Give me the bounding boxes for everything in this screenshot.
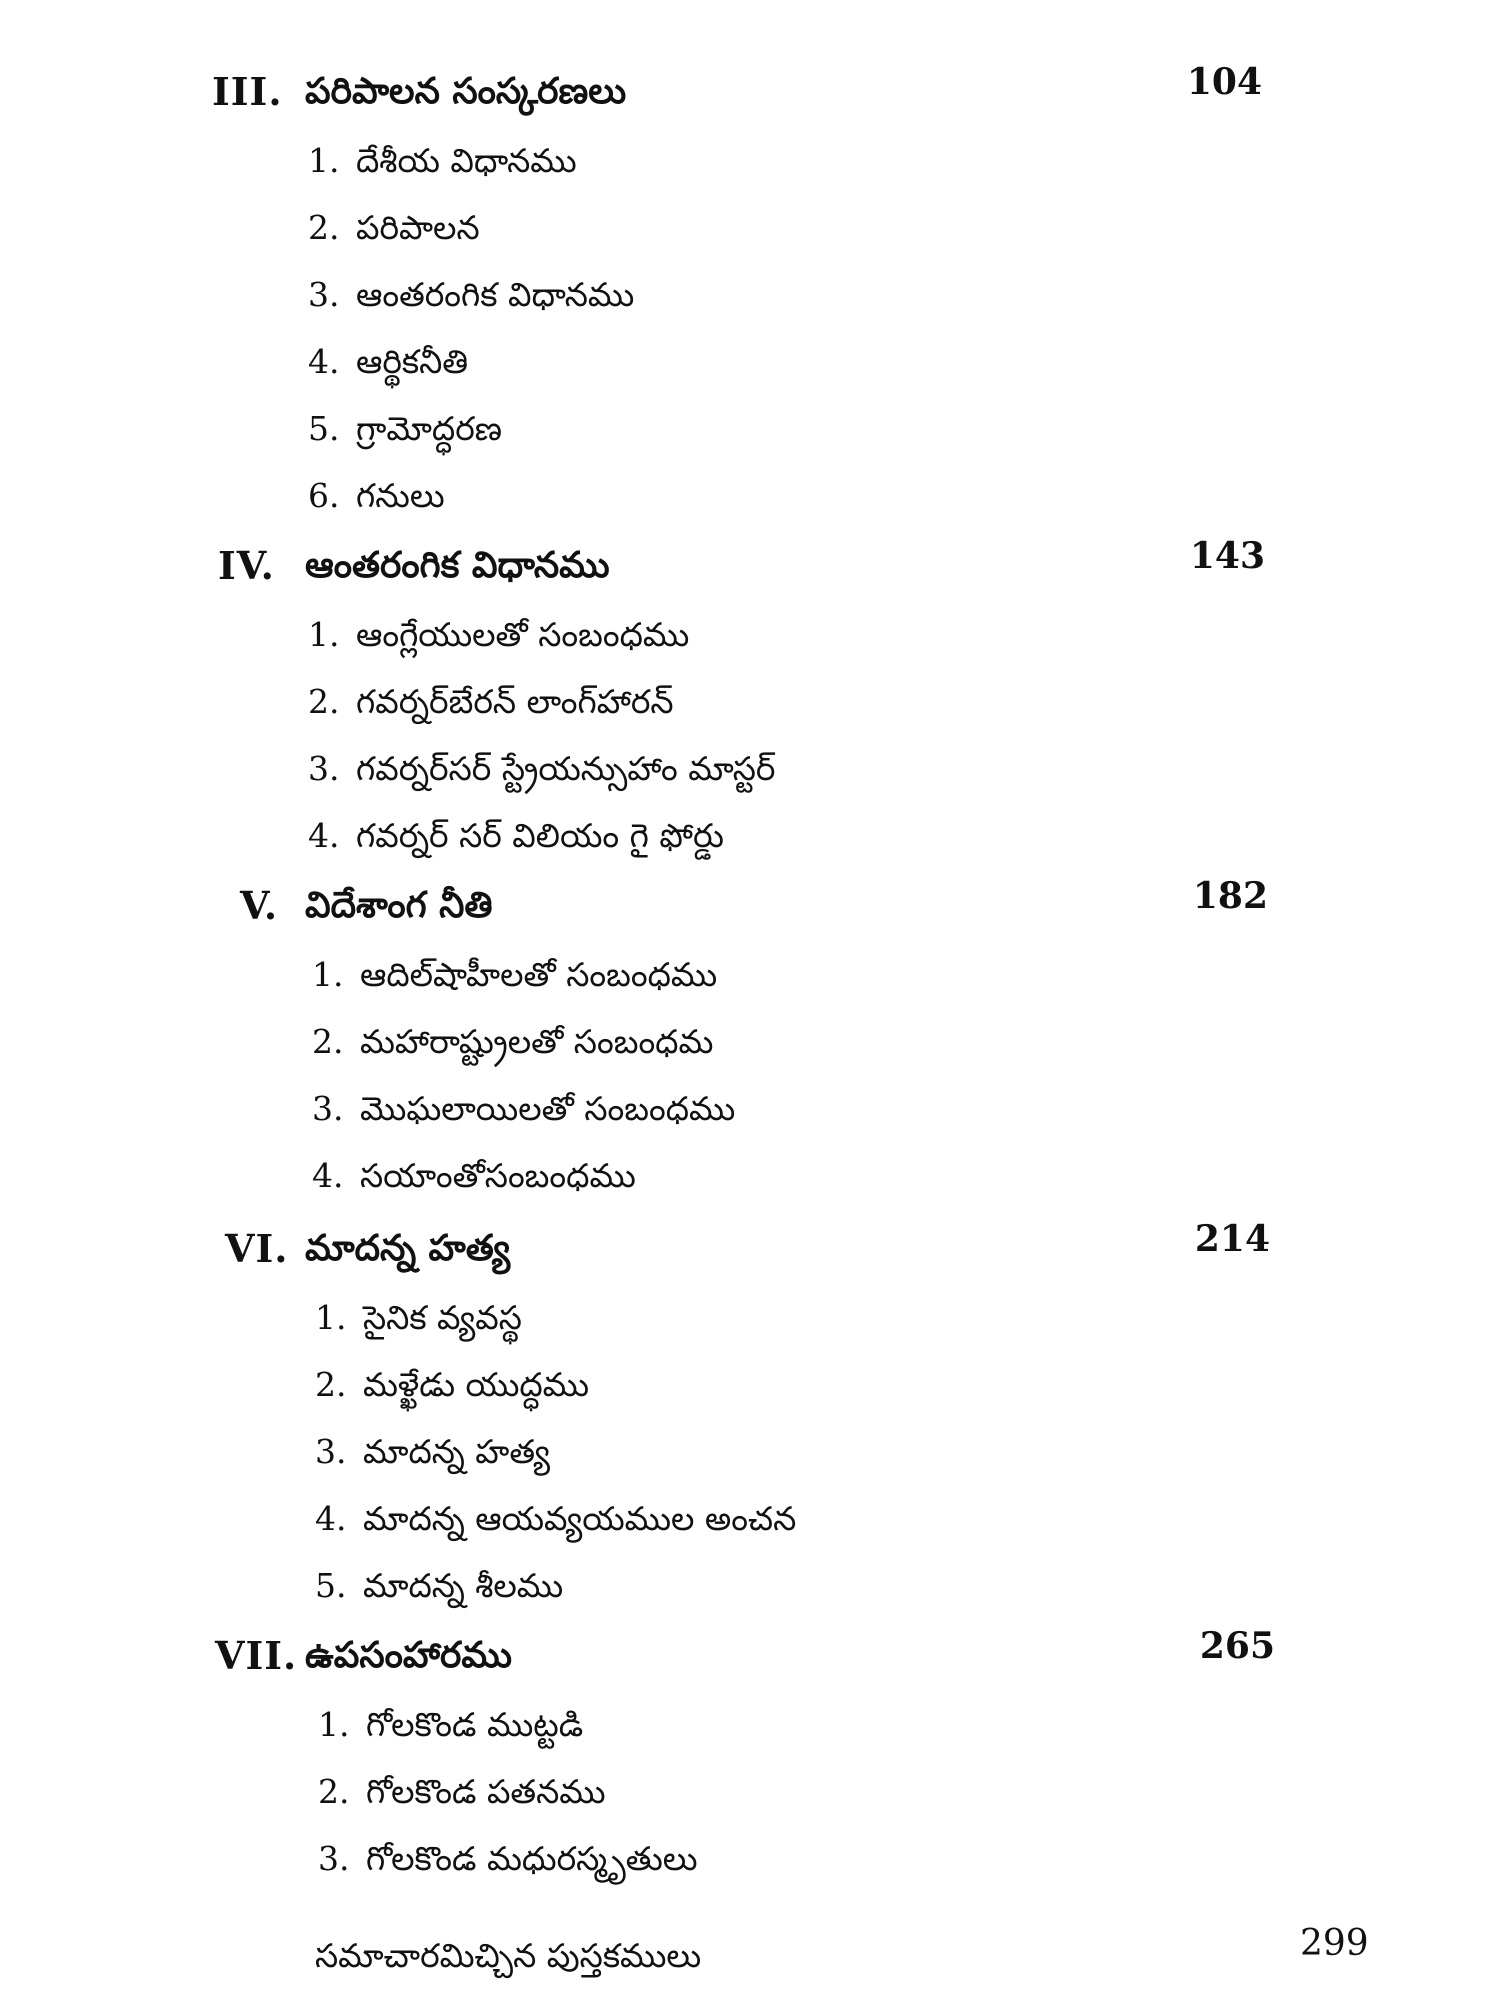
toc-item-label: దేశీయ విధానము [356,141,577,180]
chapter-title: పరిపాలన సంస్కరణలు [305,71,627,112]
chapter-heading [0,536,1500,596]
toc-item [312,1012,713,1072]
toc-item [318,1762,606,1822]
toc-item-number: 4. [308,816,340,855]
toc-item-number: 1. [315,1298,347,1337]
toc-item-label: ఆంగ్లేయులతో సంబంధము [356,615,690,654]
toc-item-label: గవర్నర్ సర్ విలియం గై ఫోర్డు [356,816,724,855]
chapter-numeral: V. [240,883,279,928]
toc-item [308,605,689,665]
toc-item-number: 2. [312,1022,344,1061]
toc-item-number: 4. [312,1156,344,1195]
toc-item-number: 1. [308,615,340,654]
toc-item-number: 3. [308,275,340,314]
toc-item [308,131,577,191]
toc-item-number: 2. [318,1772,350,1811]
chapter-page-number: 104 [1186,61,1262,103]
chapter-page-number: 143 [1189,535,1265,577]
toc-item-number: 3. [315,1432,347,1471]
toc-item [308,332,468,392]
toc-item [312,1079,735,1139]
toc-item-number: 3. [308,749,340,788]
chapter-title: ఉపసంహారము [305,1635,512,1676]
chapter-page-number: 265 [1199,1625,1275,1667]
bibliography-label: సమాచారమిచ్చిన పుస్తకములు [315,1936,702,1975]
toc-item [315,1556,563,1616]
toc-item-label: ఆంతరంగిక విధానము [356,275,635,314]
toc-item [312,1146,636,1206]
toc-item-number: 6. [308,476,340,515]
toc-item [308,265,634,325]
toc-item-label: ఆదిల్‌షాహీలతో సంబంధము [360,955,718,994]
toc-item-label: గోలకొండ మధురస్మృతులు [366,1839,698,1878]
toc-item-number: 4. [315,1499,347,1538]
toc-item-number: 5. [308,409,340,448]
toc-item [318,1695,583,1755]
bibliography-page-number: 299 [1300,1923,1369,1964]
toc-item [318,1829,698,1889]
chapter-title: ఆంతరంగిక విధానము [305,545,610,586]
chapter-heading [0,1219,1500,1279]
toc-item-label: గోలకొండ ముట్టడి [366,1705,584,1744]
toc-item-label: గవర్నర్‌బేరన్ లాంగ్‌హారన్ [356,682,674,721]
toc-item-label: సయాంతోసంబంధము [360,1156,636,1195]
chapter-heading [0,876,1500,936]
toc-item-number: 3. [318,1839,350,1878]
toc-item-label: మహారాష్ట్రులతో సంబంధమ [360,1022,714,1061]
chapter-title: మాదన్న హత్య [305,1228,511,1269]
toc-item [312,945,717,1005]
toc-item-number: 2. [308,208,340,247]
chapter-page-number: 182 [1192,875,1268,917]
toc-item [308,399,502,459]
toc-item [315,1355,589,1415]
toc-item [308,806,724,866]
toc-item [315,1422,550,1482]
toc-item-label: మాదన్న ఆయవ్యయముల అంచన [363,1499,797,1538]
toc-item-label: పరిపాలన [356,208,480,247]
toc-item [315,1288,522,1348]
toc-item [308,198,480,258]
toc-item-label: గోలకొండ పతనము [366,1772,606,1811]
chapter-heading [0,62,1500,122]
chapter-title: విదేశాంగ నీతి [305,885,493,926]
toc-item-number: 2. [315,1365,347,1404]
chapter-numeral: VI. [225,1226,289,1271]
toc-item-number: 2. [308,682,340,721]
toc-item-label: గవర్నర్‌సర్ స్ట్రేయన్సుహాం మాస్టర్ [356,749,776,788]
toc-item-label: సైనిక వ్యవస్థ [363,1298,522,1337]
chapter-heading [0,1626,1500,1686]
toc-item-label: ఆర్థికనీతి [356,342,469,381]
toc-item-label: మళ్ఖేడు యుద్ధము [363,1365,590,1404]
toc-item-number: 3. [312,1089,344,1128]
toc-item-label: గనులు [356,476,445,515]
toc-item-number: 1. [308,141,340,180]
chapter-page-number: 214 [1194,1218,1270,1260]
toc-item-label: గ్రామోద్ధరణ [356,409,503,448]
toc-item [315,1489,796,1549]
toc-item-label: మాదన్న శీలము [363,1566,564,1605]
toc-item-number: 5. [315,1566,347,1605]
toc-item-number: 1. [312,955,344,994]
toc-item-number: 4. [308,342,340,381]
chapter-numeral: III. [212,69,283,114]
toc-item [308,672,674,732]
toc-item [308,739,776,799]
chapter-numeral: VII. [215,1633,298,1678]
bibliography-entry [315,1923,1369,1986]
chapter-numeral: IV. [218,543,275,588]
toc-item-label: మొఘలాయిలతో సంబంధము [360,1089,736,1128]
toc-item-label: మాదన్న హత్య [363,1432,550,1471]
toc-item [308,466,445,526]
toc-item-number: 1. [318,1705,350,1744]
